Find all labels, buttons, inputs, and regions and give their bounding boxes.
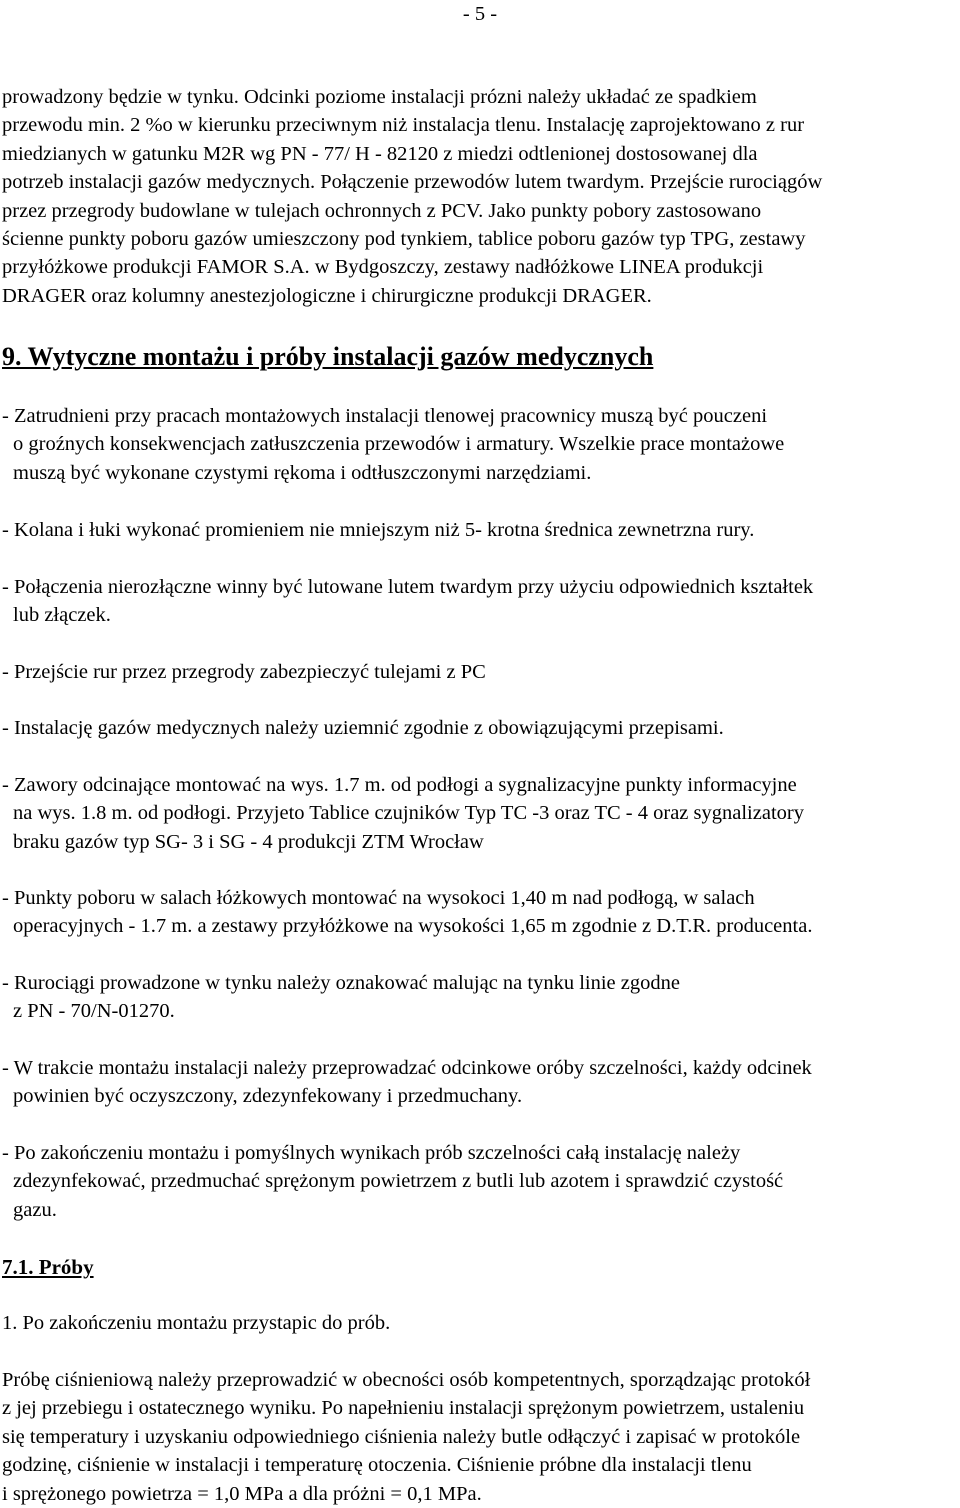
text-line: przez przegrody budowlane w tulejach ochronnych z PCV. Jako punkty pobory zastosowano <box>2 199 762 222</box>
intro-paragraph <box>2 83 952 310</box>
bullet-text: - Rurociągi prowadzone w tynku należy oznakować malując na tynku linie zgodne <box>2 972 680 994</box>
bullet-text: - Kolana i łuki wykonać promieniem nie mniejszym niż 5- krotna średnica zewnetrzna rury. <box>2 519 755 541</box>
text-line: prowadzony będzie w tynku. Odcinki poziome instalacji prózni należy układać ze spadkiem <box>2 86 757 108</box>
step-1: 1. Po zakończeniu montażu przystapic do prób. <box>2 1312 391 1334</box>
bullet-item <box>2 1054 954 1111</box>
bullet-text: - Zawory odcinające montować na wys. 1.7 m. od podłogi a sygnalizacyjne punkty informacyjne <box>2 774 797 796</box>
page-number: - 5 - <box>462 3 498 25</box>
text-line: ścienne punkty poboru gazów umieszczony pod tynkiem, tablice poboru gazów typ TPG, zestawy <box>2 228 806 251</box>
bullet-continuation: na wys. 1.8 m. od podłogi. Przyjeto Tablice czujników Typ TC -3 oraz TC - 4 oraz sygnalizatory <box>13 802 804 825</box>
bullet-item <box>2 658 954 686</box>
text-line: DRAGER oraz kolumny anestezjologiczne i chirurgiczne produkcji DRAGER. <box>2 284 652 307</box>
bullet-text: - W trakcie montażu instalacji należy przeprowadzać odcinkowe oróby szczelności, każdy odcinek <box>2 1057 812 1079</box>
text-line: i sprężonego powietrza = 1,0 MPa a dla próżni = 0,1 MPa. <box>2 1482 482 1505</box>
bullet-continuation: o groźnych konsekwencjach zatłuszczenia przewodów i armatury. Wszelkie prace montażowe <box>13 433 785 456</box>
bullet-item <box>2 884 954 941</box>
bullet-continuation: lub złączek. <box>13 604 111 627</box>
bullet-item <box>2 573 954 630</box>
bullet-text: - Połączenia nierozłączne winny być lutowane lutem twardym przy użyciu odpowiednich kształtek <box>2 576 814 598</box>
bullet-continuation: gazu. <box>13 1198 57 1221</box>
bullet-text: - Po zakończeniu montażu i pomyślnych wynikach prób szczelności całą instalację należy <box>2 1142 741 1164</box>
bullet-item <box>2 771 954 856</box>
bullet-text: - Przejście rur przez przegrody zabezpieczyć tulejami z PC <box>2 661 486 683</box>
bullet-continuation: powinien być oczyszczony, zdezynfekowany i przedmuchany. <box>13 1085 523 1108</box>
text-line: godzinę, ciśnienie w instalacji i temperaturę otoczenia. Ciśnienie próbne dla instalacji tlenu <box>2 1454 752 1477</box>
bullet-text: - Instalację gazów medycznych należy uziemnić zgodnie z obowiązującymi przepisami. <box>2 717 724 739</box>
bullet-item <box>2 714 954 742</box>
bullet-item <box>2 402 954 487</box>
bullet-item <box>2 1139 954 1224</box>
bullet-continuation: z PN - 70/N-01270. <box>13 1000 175 1023</box>
final-paragraph <box>2 1366 952 1508</box>
bullet-item <box>2 969 954 1026</box>
bullet-text: - Punkty poboru w salach łóżkowych montować na wysokoci 1,40 m nad podłogą, w salach <box>2 887 755 909</box>
text-line: się temperatury i uzyskaniu odpowiedniego ciśnienia należy butle odłączyć i zapisać w protokóle <box>2 1425 801 1448</box>
text-line: z jej przebiegu i ostatecznego wyniku. Po napełnieniu instalacji sprężonym powietrzem, ustaleniu <box>2 1397 805 1420</box>
text-line: potrzeb instalacji gazów medycznych. Połączenie przewodów lutem twardym. Przejście rurociągów <box>2 171 823 194</box>
bullet-text: - Zatrudnieni przy pracach montażowych instalacji tlenowej pracownicy muszą być pouczeni <box>2 405 768 427</box>
text-line: Próbę ciśnieniową należy przeprowadzić w obecności osób kompetentnych, sporządzając protokół <box>2 1369 811 1391</box>
section-heading-9: 9. Wytyczne montażu i próby instalacji gazów medycznych <box>2 342 654 371</box>
text-line: miedzianych w gatunku M2R wg PN - 77/ H - 82120 z miedzi odtlenionej dostosowanej dla <box>2 142 758 165</box>
text-line: przewodu min. 2 %o w kierunku przeciwnym niż instalacja tlenu. Instalację zaprojektowano z rur <box>2 114 805 137</box>
section-heading-7-1: 7.1. Próby <box>2 1255 94 1279</box>
bullet-item <box>2 516 954 544</box>
bullet-continuation: braku gazów typ SG- 3 i SG - 4 produkcji ZTM Wrocław <box>13 830 484 853</box>
bullet-continuation: zdezynfekować, przedmuchać sprężonym powietrzem z butli lub azotem i sprawdzić czystość <box>13 1170 784 1193</box>
bullet-continuation: operacyjnych - 1.7 m. a zestawy przyłóżkowe na wysokości 1,65 m zgodnie z D.T.R. producenta. <box>13 915 813 938</box>
text-line: przyłóżkowe produkcji FAMOR S.A. w Bydgoszczy, zestawy nadłóżkowe LINEA produkcji <box>2 256 764 279</box>
bullet-continuation: muszą być wykonane czystymi rękoma i odtłuszczonymi narzędziami. <box>13 461 592 484</box>
